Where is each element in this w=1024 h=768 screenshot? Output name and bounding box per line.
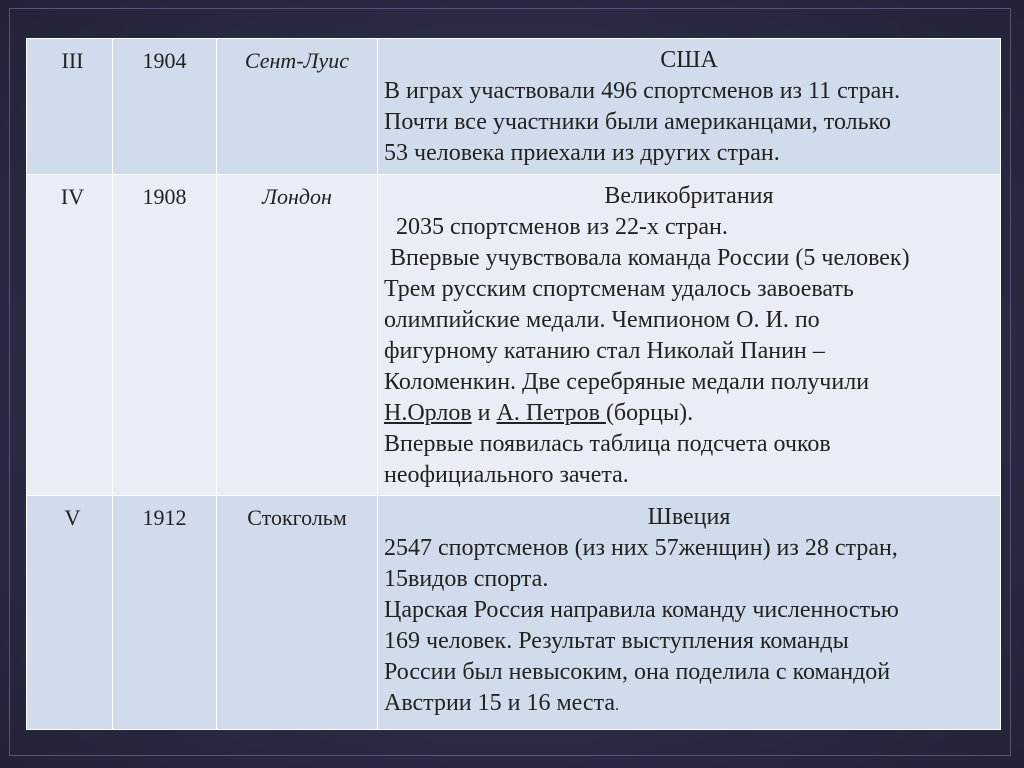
details-cell bbox=[378, 496, 1001, 730]
year: 1904 bbox=[142, 48, 187, 73]
games-number: IV bbox=[60, 184, 85, 209]
city: Стокгольм bbox=[247, 505, 347, 530]
country: США bbox=[660, 47, 718, 73]
olympics-table bbox=[26, 38, 1001, 730]
games-number-cell bbox=[27, 175, 113, 496]
detail-line: Впервые учувствовала команда России (5 человек) bbox=[384, 245, 910, 271]
table-row bbox=[27, 39, 1001, 175]
table-row bbox=[27, 496, 1001, 730]
games-number: III bbox=[61, 48, 84, 73]
games-number-cell bbox=[27, 39, 113, 175]
year-cell bbox=[113, 175, 217, 496]
detail-line: олимпийские медали. Чемпионом О. И. по bbox=[384, 307, 820, 333]
detail-fragment: (борцы). bbox=[605, 400, 694, 426]
country: Великобритания bbox=[604, 183, 774, 209]
games-number-cell bbox=[27, 496, 113, 730]
detail-line: России был невысоким, она поделила с командой bbox=[384, 659, 891, 685]
games-number: V bbox=[64, 505, 81, 530]
city: Сент-Луис bbox=[244, 48, 350, 73]
detail-line bbox=[384, 398, 994, 429]
country: Швеция bbox=[647, 504, 731, 530]
detail-fragment: Австрии 15 и 16 места bbox=[384, 690, 616, 716]
table-row bbox=[27, 175, 1001, 496]
detail-line: 15видов спорта. bbox=[384, 566, 549, 592]
detail-line: 2035 спортсменов из 22-х стран. bbox=[384, 214, 728, 240]
year: 1912 bbox=[142, 505, 187, 530]
city-cell bbox=[217, 175, 378, 496]
detail-line: 2547 спортсменов (из них 57женщин) из 28 стран, bbox=[384, 535, 898, 561]
city-cell bbox=[217, 496, 378, 730]
detail-fragment: Коломенкин. bbox=[384, 369, 523, 395]
year: 1908 bbox=[142, 184, 187, 209]
athlete-name-petrov: А. Петров bbox=[496, 400, 606, 426]
athlete-name-orlov: Н.Орлов bbox=[384, 400, 472, 426]
detail-line bbox=[384, 367, 994, 398]
detail-line: Впервые появилась таблица подсчета очков bbox=[384, 431, 831, 457]
details-cell bbox=[378, 175, 1001, 496]
detail-fragment: . bbox=[615, 697, 620, 714]
detail-line: неофициального зачета. bbox=[384, 462, 629, 488]
detail-line: 53 человека приехали из других стран. bbox=[384, 140, 780, 166]
detail-line bbox=[384, 688, 994, 721]
city: Лондон bbox=[262, 184, 332, 209]
detail-line: Почти все участники были американцами, только bbox=[384, 109, 891, 135]
detail-fragment: Две серебряные медали получили bbox=[522, 369, 870, 395]
detail-fragment: и bbox=[471, 400, 497, 426]
detail-line: В играх участвовали 496 спортсменов из 11 стран. bbox=[384, 78, 901, 104]
details-cell bbox=[378, 39, 1001, 175]
year-cell bbox=[113, 39, 217, 175]
year-cell bbox=[113, 496, 217, 730]
detail-line: Трем русским спортсменам удалось завоевать bbox=[384, 276, 854, 302]
detail-line: Царская Россия направила команду численностью bbox=[384, 597, 899, 623]
city-cell bbox=[217, 39, 378, 175]
detail-line: 169 человек. Результат выступления команды bbox=[384, 628, 849, 654]
detail-line: фигурному катанию стал Николай Панин – bbox=[384, 338, 825, 364]
